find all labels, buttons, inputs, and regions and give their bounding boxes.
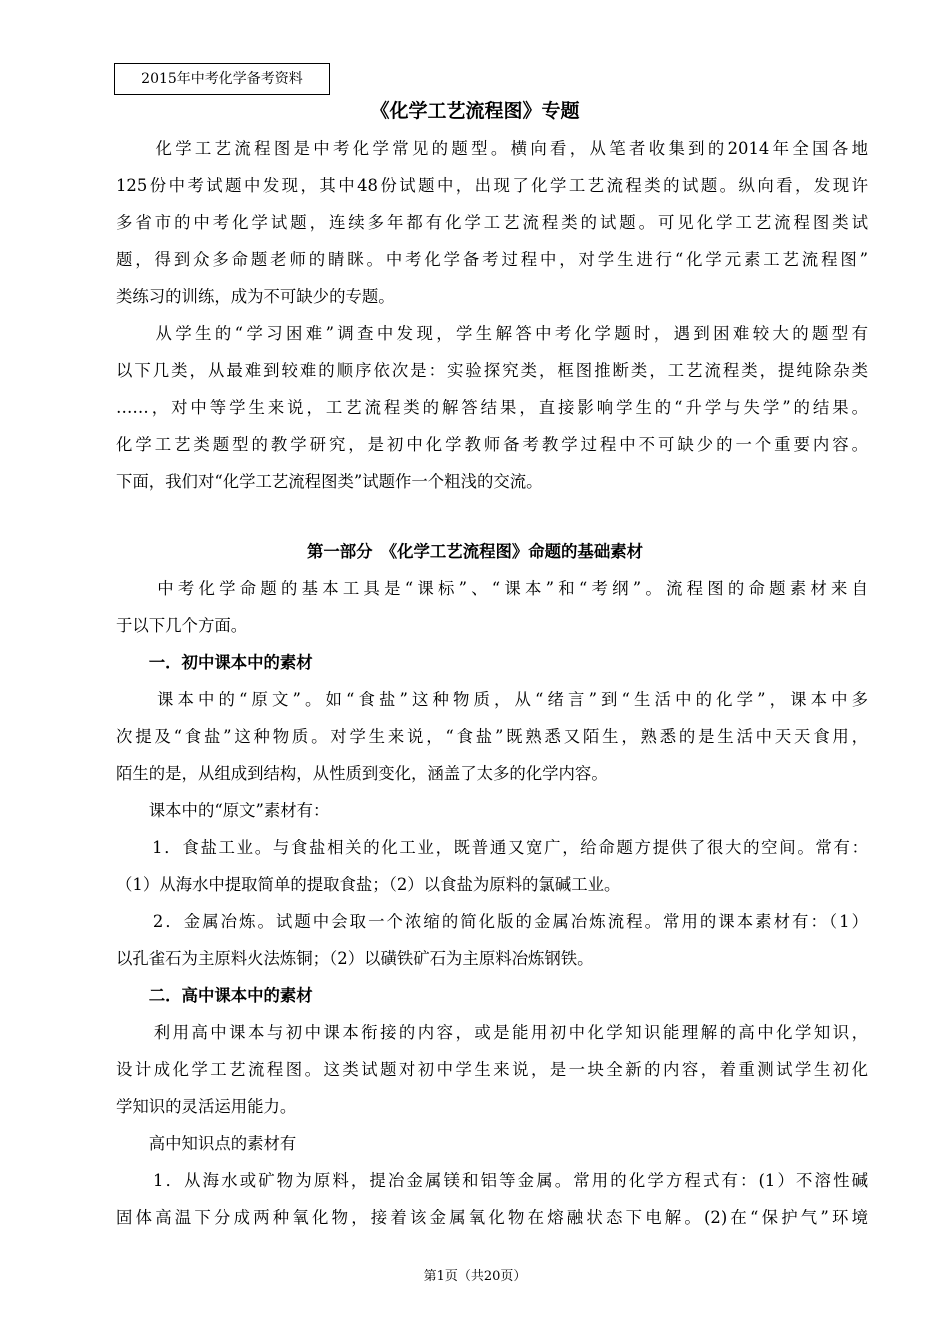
- subsection-heading: 一．初中课本中的素材: [116, 653, 313, 672]
- paragraph-line: 多省市的中考化学试题，连续多年都有化学工艺流程类的试题。可见化学工艺流程图类试: [116, 213, 868, 232]
- paragraph-line: 次提及“食盐”这种物质。对学生来说，“食盐”既熟悉又陌生，熟悉的是生活中天天食用，: [116, 727, 868, 746]
- header-label-box: 2015年中考化学备考资料: [114, 63, 330, 95]
- paragraph-line: 固体高温下分成两种氧化物，接着该金属氧化物在熔融状态下电解。(2)在“保护气”环境: [116, 1208, 868, 1227]
- paragraph-line: 中考化学命题的基本工具是“课标”、“课本”和“考纲”。流程图的命题素材来自: [116, 579, 868, 598]
- paragraph-line: 化学工艺流程图是中考化学常见的题型。横向看，从笔者收集到的2014年全国各地: [116, 139, 868, 158]
- paragraph-line: 下面，我们对“化学工艺流程图类”试题作一个粗浅的交流。: [116, 472, 543, 491]
- paragraph-line: 学知识的灵活运用能力。: [116, 1097, 297, 1116]
- subsection-heading: 二．高中课本中的素材: [116, 986, 313, 1005]
- paragraph-line: 1．食盐工业。与食盐相关的化工业，既普通又宽广，给命题方提供了很大的空间。常有：: [116, 838, 868, 857]
- paragraph-line: 从学生的“学习困难”调查中发现，学生解答中考化学题时，遇到困难较大的题型有: [116, 324, 868, 343]
- paragraph-line: 125份中考试题中发现，其中48份试题中，出现了化学工艺流程类的试题。纵向看，发现许: [116, 176, 868, 195]
- paragraph-line: （1）从海水中提取简单的提取食盐；（2）以食盐为原料的氯碱工业。: [116, 875, 621, 894]
- paragraph-line: 以孔雀石为主原料火法炼铜；（2）以磺铁矿石为主原料冶炼钢铁。: [116, 949, 594, 968]
- paragraph-line: 陌生的是，从组成到结构，从性质到变化，涵盖了太多的化学内容。: [116, 764, 608, 783]
- paragraph-line: 类练习的训练，成为不可缺少的专题。: [116, 287, 395, 306]
- paragraph-line: ……，对中等学生来说，工艺流程类的解答结果，直接影响学生的“升学与失学”的结果。: [116, 398, 868, 417]
- paragraph-line: 化学工艺类题型的教学研究，是初中化学教师备考教学过程中不可缺少的一个重要内容。: [116, 435, 868, 454]
- paragraph-line: 2．金属冶炼。试题中会取一个浓缩的简化版的金属冶炼流程。常用的课本素材有：（1）: [116, 912, 868, 931]
- paragraph-line: 设计成化学工艺流程图。这类试题对初中学生来说，是一块全新的内容，着重测试学生初化: [116, 1060, 868, 1079]
- paragraph-line: 高中知识点的素材有: [116, 1134, 297, 1153]
- section-heading: 第一部分 《化学工艺流程图》命题的基础素材: [306, 542, 643, 561]
- paragraph-line: 于以下几个方面。: [116, 616, 248, 635]
- paragraph-line: 以下几类，从最难到较难的顺序依次是：实验探究类，框图推断类，工艺流程类，提纯除杂类: [116, 361, 868, 380]
- paragraph-line: 1．从海水或矿物为原料，提冶金属镁和铝等金属。常用的化学方程式有：(1）不溶性碱: [116, 1171, 868, 1190]
- paragraph-line: 利用高中课本与初中课本衔接的内容，或是能用初中化学知识能理解的高中化学知识，: [116, 1023, 868, 1042]
- page-footer: 第1页（共20页）: [423, 1269, 527, 1284]
- paragraph-line: 题，得到众多命题老师的睛眯。中考化学备考过程中，对学生进行“化学元素工艺流程图”: [116, 250, 868, 269]
- paragraph-line: 课本中的“原文”素材有：: [116, 801, 330, 820]
- document-title: 《化学工艺流程图》专题: [370, 100, 580, 122]
- paragraph-line: 课本中的“原文”。如“食盐”这种物质，从“绪言”到“生活中的化学”，课本中多: [116, 690, 868, 709]
